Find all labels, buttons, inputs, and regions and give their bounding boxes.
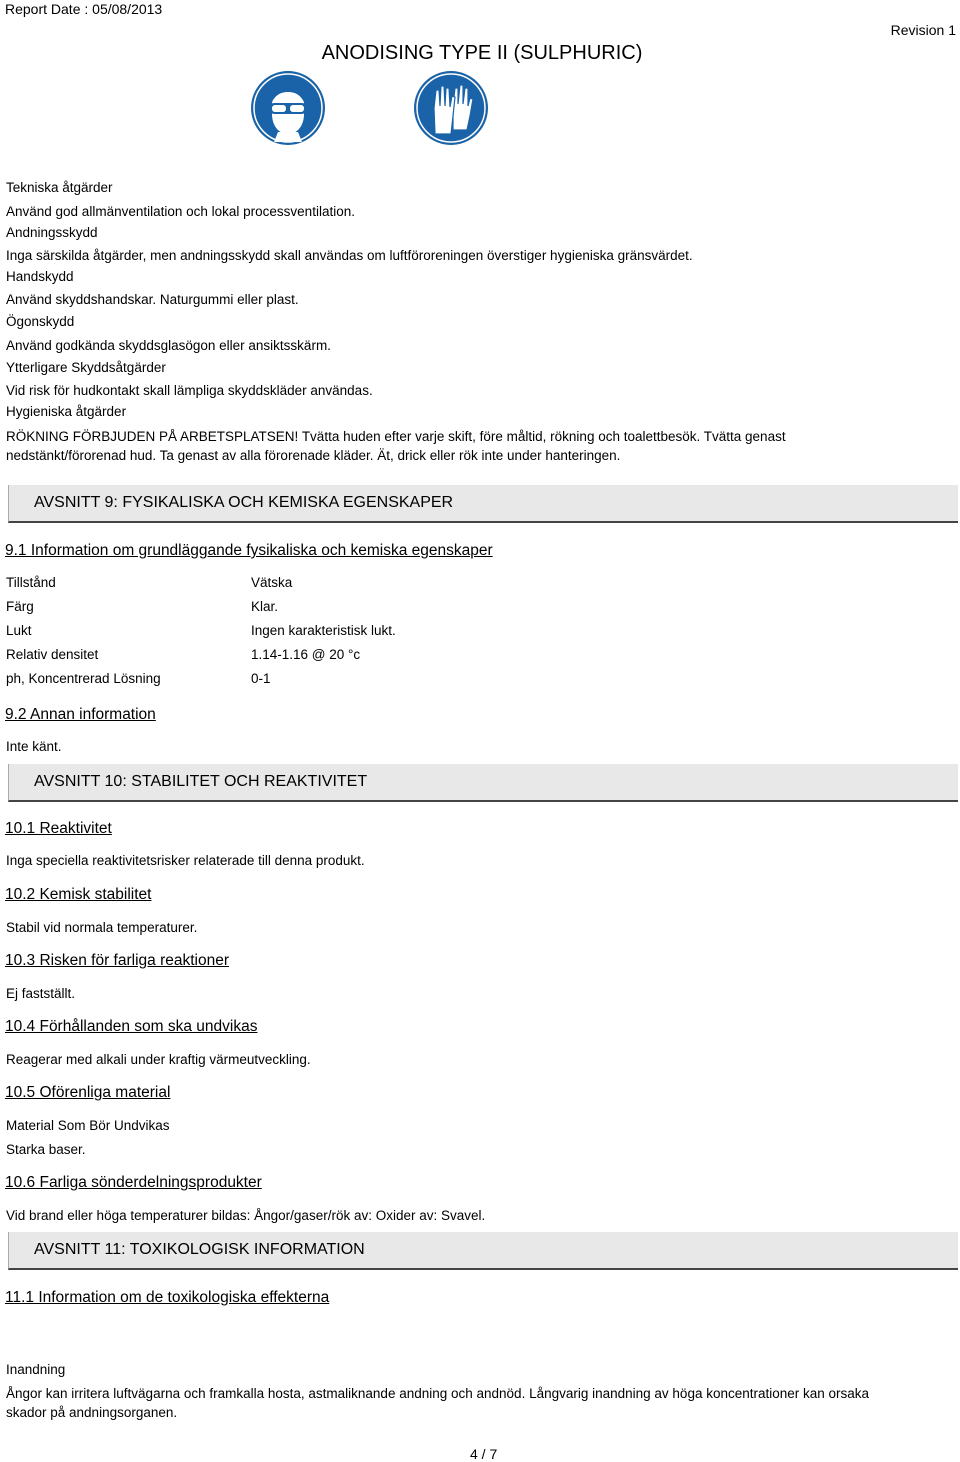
other-protection-label: Ytterligare Skyddsåtgärder — [6, 360, 166, 375]
revision-label: Revision 1 — [890, 22, 956, 38]
conditions-avoid-text: Reagerar med alkali under kraftig värmeutveckling. — [6, 1052, 311, 1067]
subsection-10-2-title: 10.2 Kemisk stabilitet — [5, 886, 152, 903]
subsection-10-4-title: 10.4 Förhållanden som ska undvikas — [5, 1018, 258, 1035]
property-value: 1.14-1.16 @ 20 °c — [251, 647, 361, 662]
hazardous-reactions-text: Ej fastställt. — [6, 986, 76, 1001]
other-protection-text: Vid risk för hudkontakt skall lämpliga skyddskläder användas. — [6, 383, 373, 398]
subsection-10-5-title: 10.5 Oförenliga material — [5, 1084, 171, 1101]
protective-gloves-icon — [413, 70, 489, 146]
respiratory-text: Inga särskilda åtgärder, men andningsskydd skall användas om luftföroreningen överstiger hygieniska gränsvärdet. — [6, 248, 693, 263]
incompatible-materials-text: Starka baser. — [6, 1142, 86, 1157]
property-label: Relativ densitet — [6, 647, 99, 662]
eye-protection-label: Ögonskydd — [6, 314, 75, 329]
property-label: Tillstånd — [6, 575, 56, 590]
subsection-10-1-title: 10.1 Reaktivitet — [5, 820, 112, 837]
subsection-10-6-title: 10.6 Farliga sönderdelningsprodukter — [5, 1174, 262, 1191]
property-value: Klar. — [251, 599, 279, 614]
section-11-header: AVSNITT 11: TOXIKOLOGISK INFORMATION — [8, 1232, 958, 1270]
property-label: ph, Koncentrerad Lösning — [6, 671, 161, 686]
subsection-11-1-title: 11.1 Information om de toxikologiska effekterna — [5, 1289, 330, 1306]
stability-text: Stabil vid normala temperaturer. — [6, 920, 198, 935]
property-value: 0-1 — [251, 671, 271, 686]
hygiene-text: RÖKNING FÖRBJUDEN PÅ ARBETSPLATSEN! Tvätta huden efter varje skift, före måltid, rökning och toalettbesök. Tvätta genast nedstänkt/förorenad hud. Ta genast av alla förorenade kläder. Ät, drick eller rök inte under hanteringen. — [6, 429, 786, 463]
subsection-10-3-title: 10.3 Risken för farliga reaktioner — [5, 952, 230, 969]
document-title: ANODISING TYPE II (SULPHURIC) — [321, 42, 643, 64]
tech-measures-label: Tekniska åtgärder — [6, 180, 113, 195]
hand-protection-label: Handskydd — [6, 269, 74, 284]
inhalation-text: Ångor kan irritera luftvägarna och framkalla hosta, astmaliknande andning och andnöd. Långvarig inandning av höga koncentrationer kan orsaka skador på andningsorganen. — [6, 1386, 870, 1420]
property-value: Ingen karakteristisk lukt. — [251, 623, 396, 638]
property-value: Vätska — [251, 575, 293, 590]
safety-goggles-icon — [250, 70, 326, 146]
page-number: 4 / 7 — [470, 1446, 498, 1462]
subsection-9-2-title: 9.2 Annan information — [5, 706, 156, 723]
section-9-header: AVSNITT 9: FYSIKALISKA OCH KEMISKA EGENSKAPER — [8, 485, 958, 523]
section-10-header: AVSNITT 10: STABILITET OCH REAKTIVITET — [8, 764, 958, 802]
decomposition-products-text: Vid brand eller höga temperaturer bildas: Ångor/gaser/rök av: Oxider av: Svavel. — [6, 1208, 486, 1223]
other-info-text: Inte känt. — [6, 739, 62, 754]
incompatible-materials-label: Material Som Bör Undvikas — [6, 1118, 170, 1133]
tech-measures-text: Använd god allmänventilation och lokal processventilation. — [6, 204, 355, 219]
hygiene-label: Hygieniska åtgärder — [6, 404, 127, 419]
reactivity-text: Inga speciella reaktivitetsrisker relaterade till denna produkt. — [6, 853, 365, 868]
property-label: Färg — [6, 599, 34, 614]
eye-protection-text: Använd godkända skyddsglasögon eller ansiktsskärm. — [6, 338, 331, 353]
respiratory-label: Andningsskydd — [6, 225, 98, 240]
subsection-9-1-title: 9.1 Information om grundläggande fysikaliska och kemiska egenskaper — [5, 542, 493, 559]
hand-protection-text: Använd skyddshandskar. Naturgummi eller plast. — [6, 292, 299, 307]
property-label: Lukt — [6, 623, 32, 638]
inhalation-label: Inandning — [6, 1362, 66, 1377]
report-date: Report Date : 05/08/2013 — [5, 1, 163, 17]
